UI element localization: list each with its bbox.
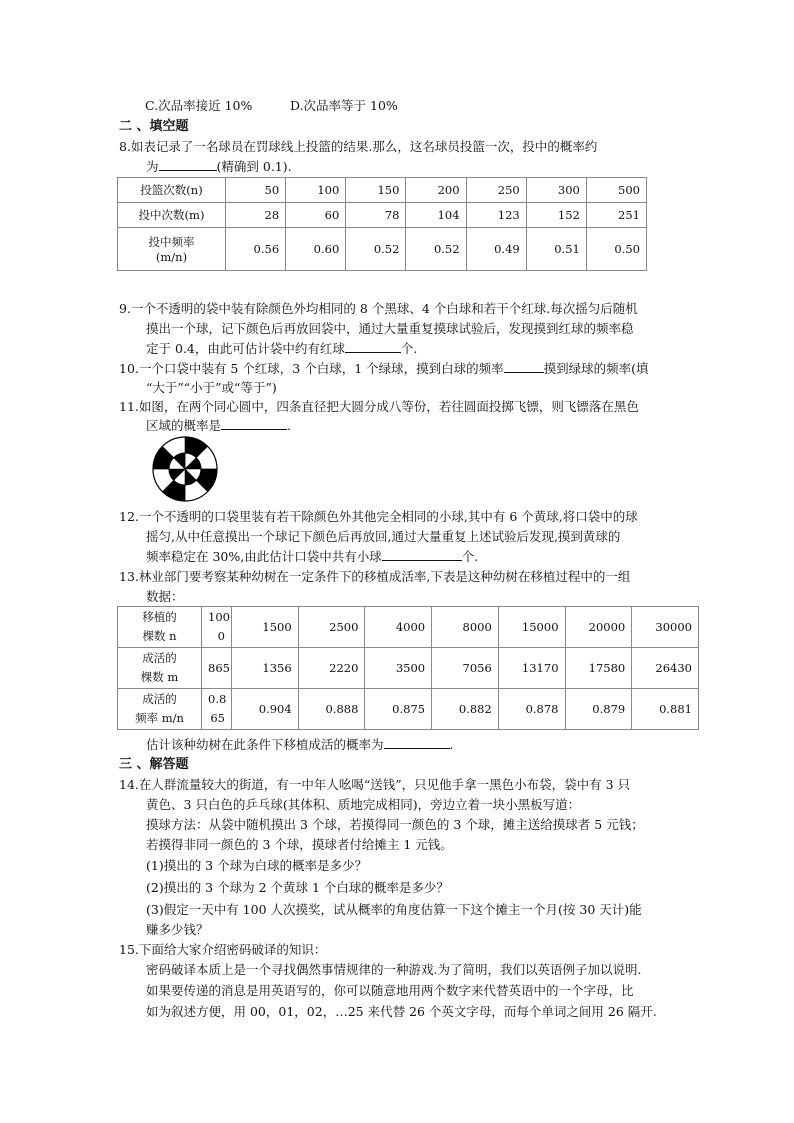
question-14-line3: 摸球方法：从袋中随机摸出 3 个球，若摸得同一颜色的 3 个球，摊主送给摸球者 5 元钱； [146, 817, 644, 832]
table-cell: 0.60 [286, 228, 346, 271]
table-cell: 0.51 [526, 228, 586, 271]
question-11-line1: 11.如图，在两个同心圆中，四条直径把大圆分成八等份，若往圆面投掷飞镖，则飞镖落在黑色 [119, 399, 639, 414]
table-header-cell [118, 607, 202, 648]
table-header-cell: 投中次数(m) [118, 203, 226, 228]
table-cell: 20000 [565, 607, 632, 648]
table-cell: 123 [466, 203, 526, 228]
question-8-line2 [146, 158, 292, 175]
answer-blank-13 [384, 736, 450, 749]
table-cell: 251 [586, 203, 646, 228]
answer-blank-12 [382, 548, 462, 561]
table-header-line: 棵数 m [140, 670, 179, 684]
table-cell-line: 100 [208, 610, 230, 624]
table-header-line: 频率 m/n [135, 711, 184, 725]
question-13-prefix: 估计该种幼树在此条件下移植成活的概率为 [146, 737, 384, 752]
table-cell: 100 [286, 178, 346, 203]
table-row [118, 228, 647, 271]
section-title-fill-in: 二 、填空题 [119, 119, 189, 134]
question-15-line2: 密码破译本质上是一个寻找偶然事情规律的一种游戏.为了简明，我们以英语例子加以说明. [146, 962, 642, 977]
table-cell: 15000 [498, 607, 565, 648]
concentric-circles-figure [150, 435, 220, 503]
table-header-cell [118, 228, 226, 271]
table-header-line: (m/n) [155, 250, 188, 264]
question-10-prefix: 10.一个口袋中装有 5 个红球，3 个白球，1 个绿球，摸到白球的频率 [119, 361, 504, 376]
table-cell: 26430 [632, 648, 699, 689]
question-12-line2: 摇匀,从中任意摸出一个球记下颜色后再放回,通过大量重复上述试验后发现,摸到黄球的 [146, 529, 621, 544]
table-row [118, 203, 647, 228]
question-13-line2: 数据： [146, 589, 184, 604]
table-cell: 0.52 [406, 228, 466, 271]
question-14-sub1: (1)摸出的 3 个球为白球的概率是多少？ [146, 858, 368, 873]
question-13-suffix: . [449, 737, 454, 752]
table-row [118, 648, 699, 689]
question-12-line1: 12.一个不透明的口袋里装有若干除颜色外其他完全相同的小球,其中有 6 个黄球,将口袋中的球 [119, 509, 638, 524]
question-8-prefix: 为 [146, 159, 159, 174]
answer-blank-10 [504, 360, 544, 373]
table-cell: 50 [226, 178, 286, 203]
answer-blank-11 [221, 417, 287, 430]
question-14-sub3a: (3)假定一天中有 100 人次摸奖，试从概率的角度估算一下这个摊主一个月(按 30 天计)能 [146, 902, 642, 917]
table-row [118, 607, 699, 648]
question-9-line3 [146, 340, 417, 357]
question-14-line2: 黄色、3 只白色的乒乓球(其体积、质地完成相同)，旁边立着一块小黑板写道： [146, 797, 581, 812]
table-cell: 0.50 [586, 228, 646, 271]
table-cell: 0.878 [498, 689, 565, 730]
question-11-prefix: 区域的概率是 [146, 418, 222, 433]
question-9-prefix: 定于 0.4，由此可估计袋中约有红球 [146, 341, 345, 356]
table-cell: 30000 [632, 607, 699, 648]
table-cell: 200 [406, 178, 466, 203]
question-14-sub2: (2)摸出的 3 个球为 2 个黄球 1 个白球的概率是多少？ [146, 880, 449, 895]
question-9-line1: 9.一个不透明的袋中装有除颜色外均相同的 8 个黑球、4 个白球和若干个红球.每次摇匀后随机 [119, 301, 638, 316]
option-c: C.次品率接近 10% [145, 98, 253, 113]
table-cell: 300 [526, 178, 586, 203]
table-cell: 78 [346, 203, 406, 228]
question-15-line3: 如果要传递的消息是用英语写的，你可以随意地用两个数字来代替英语中的一个字母，比 [146, 983, 634, 998]
table-cell: 0.882 [432, 689, 499, 730]
question-14-sub3b: 赚多少钱？ [146, 922, 209, 937]
table-cell-line: 65 [210, 711, 225, 725]
question-9-line2: 摸出一个球，记下颜色后再放回袋中，通过大量重复摸球试验后，发现摸到红球的频率稳 [146, 321, 634, 336]
question-14-line1: 14.在人群流量较大的街道，有一中年人吆喝“送钱”，只见他手拿一黑色小布袋，袋中有 3 只 [119, 777, 631, 792]
table-cell: 0.904 [232, 689, 299, 730]
question-12-line3 [146, 548, 478, 565]
table-cell [202, 607, 232, 648]
table-header-line: 成活的 [142, 692, 177, 706]
question-14-line4: 若摸得非同一颜色的 3 个球，摸球者付给摊主 1 元钱。 [146, 837, 453, 852]
table-header-cell [118, 689, 202, 730]
question-13-after [146, 736, 454, 753]
answer-blank-8 [159, 158, 217, 171]
table-cell: 0.49 [466, 228, 526, 271]
table-cell: 0.879 [565, 689, 632, 730]
table-cell: 152 [526, 203, 586, 228]
table-cell-line: 0.8 [208, 692, 227, 706]
answer-blank-9 [345, 340, 401, 353]
table-header-line: 投中频率 [148, 235, 195, 249]
table-cell: 0.56 [226, 228, 286, 271]
table-cell-line: 0 [217, 629, 225, 643]
question-11-suffix: . [287, 418, 291, 433]
table-cell: 104 [406, 203, 466, 228]
table-row [118, 689, 699, 730]
table-cell: 150 [346, 178, 406, 203]
table-cell: 60 [286, 203, 346, 228]
question-13-line1: 13.林业部门要考察某种幼树在一定条件下的移植成活率,下表是这种幼树在移植过程中的一组 [119, 569, 631, 584]
table-tree-survival [117, 606, 699, 730]
question-10-suffix: 摸到绿球的频率(填 [543, 361, 649, 376]
table-cell: 250 [466, 178, 526, 203]
table-cell: 2220 [298, 648, 365, 689]
table-cell: 7056 [432, 648, 499, 689]
table-cell: 865 [202, 648, 232, 689]
question-12-prefix: 频率稳定在 30%,由此估计口袋中共有小球 [146, 549, 382, 564]
table-header-line: 移植的 [142, 610, 177, 624]
table-cell: 3500 [365, 648, 432, 689]
question-15-line1: 15.下面给大家介绍密码破译的知识： [119, 942, 327, 957]
table-free-throw [117, 177, 647, 271]
table-row [118, 178, 647, 203]
table-cell: 17580 [565, 648, 632, 689]
option-d: D.次品率等于 10% [290, 98, 398, 113]
table-cell [202, 689, 232, 730]
question-10-line1 [119, 360, 649, 377]
table-cell: 2500 [298, 607, 365, 648]
table-cell: 8000 [432, 607, 499, 648]
table-cell: 0.881 [632, 689, 699, 730]
table-header-cell [118, 648, 202, 689]
question-10-line2: “大于”“小于”或“等于”) [146, 380, 277, 395]
table-header-cell: 投篮次数(n) [118, 178, 226, 203]
table-cell: 13170 [498, 648, 565, 689]
section-title-solve: 三 、解答题 [119, 757, 189, 772]
question-8-line1: 8.如表记录了一名球员在罚球线上投篮的结果.那么，这名球员投篮一次，投中的概率约 [119, 139, 598, 154]
question-8-suffix: (精确到 0.1). [216, 159, 292, 174]
table-cell: 28 [226, 203, 286, 228]
question-15-line4: 如为叙述方便，用 00，01，02，…25 来代替 26 个英文字母，而每个单词之间用 26 隔开. [146, 1004, 657, 1019]
table-header-line: 成活的 [142, 651, 177, 665]
table-cell: 0.52 [346, 228, 406, 271]
table-header-line: 棵数 n [142, 629, 177, 643]
table-cell: 1356 [232, 648, 299, 689]
question-12-suffix: 个. [461, 549, 479, 564]
table-cell: 500 [586, 178, 646, 203]
table-cell: 0.875 [365, 689, 432, 730]
table-cell: 4000 [365, 607, 432, 648]
table-cell: 0.888 [298, 689, 365, 730]
table-cell: 1500 [232, 607, 299, 648]
question-9-suffix: 个. [400, 341, 418, 356]
question-11-line2 [146, 417, 291, 434]
